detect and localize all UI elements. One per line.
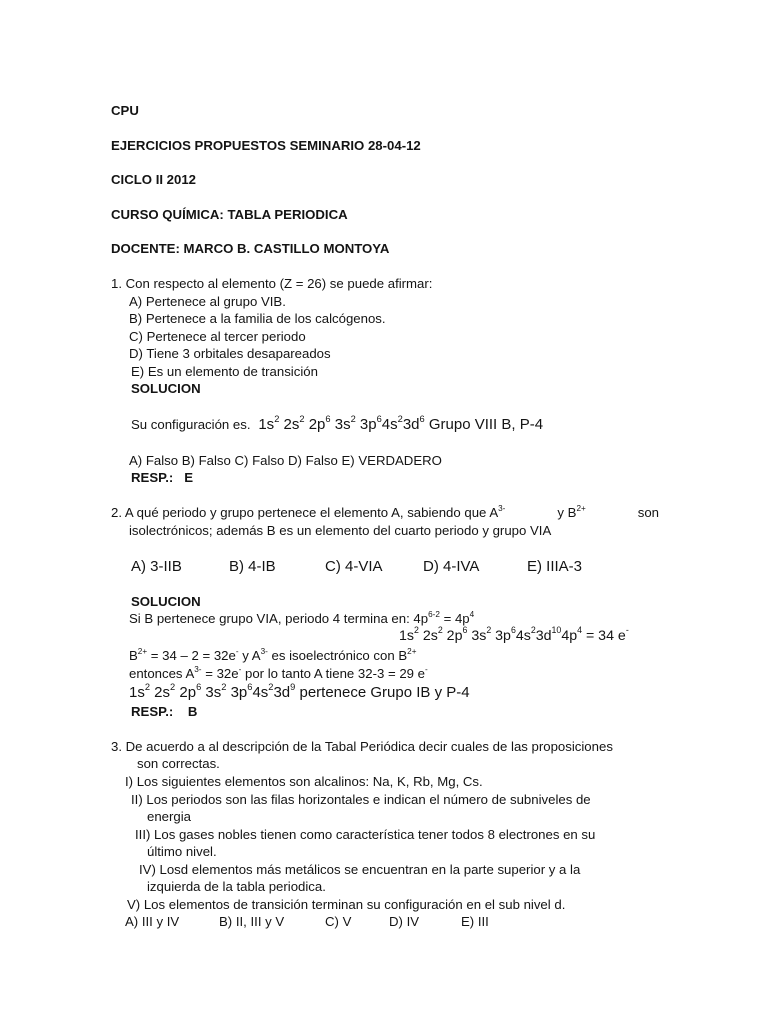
q3-option-c: C) V <box>325 914 352 929</box>
q1-electron-config: $1s^2$ $2s^2$ $2p^6$ $3s^2$ $3p^64s^23d^6$ Grupo VIII B, P-4 <box>254 414 544 433</box>
q1-resp <box>131 470 193 486</box>
q3-proposition-iv: IV) Losd elementos más metálicos se encuentran en la parte superior y a la <box>139 862 581 877</box>
q3-proposition-ii-cont: energia <box>147 809 191 824</box>
q3-stem-line1: 3. De acuerdo a al descripción de la Tabal Periódica decir cuales de las proposiciones <box>111 739 613 754</box>
q3-option-b: B) II, III y V <box>219 914 285 929</box>
q3-proposition-v: V) Los elementos de transición terminan su configuración en el sub nivel d. <box>127 897 566 912</box>
q1-option-e: E) Es un elemento de transición <box>131 364 318 379</box>
q2-solution-line3: $B^{2+} = 34 - 2 = 32e^-$ y $A^{3-}$ es isoelectrónico con $B^{2+}$ <box>129 646 417 663</box>
q3-proposition-i: I) Los siguientes elementos son alcalinos: Na, K, Rb, Mg, Cs. <box>125 774 483 789</box>
q2-b-configuration: $1s^2$ $2s^2$ $2p^6$ $3s^2$ $3p^64s^23d^{10}4p^4 = 34$ e- <box>399 625 629 644</box>
q2-resp <box>131 704 197 720</box>
q3-option-a: A) III y IV <box>125 914 180 929</box>
q2-option-d: D) 4-IVA <box>423 558 480 575</box>
q3-options <box>125 914 505 930</box>
q2-stem-line2: isolectrónicos; además B es un elemento del cuarto periodo y grupo VIA <box>129 523 552 538</box>
q2-solution-line1: Si B pertenece grupo VIA, periodo 4 termina en: $4p^{6-2} = 4p^4$ <box>129 609 475 626</box>
q3-proposition-iii-cont: último nivel. <box>147 844 217 859</box>
q3-proposition-iv-cont: izquierda de la tabla periodica. <box>147 879 326 894</box>
q1-option-b: B) Pertenece a la familia de los calcógenos. <box>129 311 386 326</box>
q1-configuration <box>131 416 543 434</box>
q2-option-a: A) 3-IIB <box>131 558 182 575</box>
q1-answers: A) Falso B) Falso C) Falso D) Falso E) VERDADERO <box>129 453 442 468</box>
q3-proposition-ii: II) Los periodos son las filas horizontales e indican el número de subniveles de <box>131 792 591 807</box>
q1-resp-value: E <box>184 470 194 485</box>
q1-option-c: C) Pertenece al tercer periodo <box>129 329 306 344</box>
q1-config-prefix: Su configuración es. <box>131 417 251 432</box>
q2-stem-line1 <box>111 505 659 521</box>
header-docente: DOCENTE: MARCO B. CASTILLO MONTOYA <box>111 241 390 256</box>
q1-solucion: SOLUCION <box>131 381 201 396</box>
q2-option-e: E) IIIA-3 <box>527 558 583 575</box>
q3-option-d: D) IV <box>389 914 420 929</box>
q2-stem-son: son <box>637 505 659 520</box>
header-curso: CURSO QUÍMICA: TABLA PERIODICA <box>111 207 348 222</box>
q2-options <box>131 558 601 576</box>
header-title: EJERCICIOS PROPUESTOS SEMINARIO 28-04-12 <box>111 138 421 153</box>
q3-stem-line2: son correctas. <box>137 756 220 771</box>
q2-stem-part1: 2. A qué periodo y grupo pertenece el elemento A, sabiendo que $A^{3-}$ <box>111 503 506 520</box>
q2-resp-label: RESP.: <box>131 704 174 719</box>
q1-stem: 1. Con respecto al elemento (Z = 26) se puede afirmar: <box>111 276 433 291</box>
q1-config-suffix: Grupo VIII B, P-4 <box>428 416 544 433</box>
q2-resp-value: B <box>187 704 198 719</box>
q2-stem-b: y $B^{2+}$ <box>557 503 586 520</box>
q2-option-c: C) 4-VIA <box>325 558 383 575</box>
q1-resp-label: RESP.: <box>131 470 174 485</box>
q3-option-e: E) III <box>461 914 489 929</box>
header-ciclo: CICLO II 2012 <box>111 172 197 187</box>
q1-option-a: A) Pertenece al grupo VIB. <box>129 294 286 309</box>
q2-solucion: SOLUCION <box>131 594 201 609</box>
header-cpu: CPU <box>111 103 139 118</box>
q2-a-configuration: $1s^2$ $2s^2$ $2p^6$ $3s^2$ $3p^64s^23d^9$ pertenece Grupo IB y P-4 <box>129 682 470 701</box>
q1-option-d: D) Tiene 3 orbitales desapareados <box>129 346 331 361</box>
q2-solution-line4: entonces $A^{3-} = 32e^-$ por lo tanto A tiene 32-3 = 29 e- <box>129 664 428 681</box>
q2-option-b: B) 4-IB <box>229 558 276 575</box>
q3-proposition-iii: III) Los gases nobles tienen como característica tener todos 8 electrones en su <box>135 827 596 842</box>
